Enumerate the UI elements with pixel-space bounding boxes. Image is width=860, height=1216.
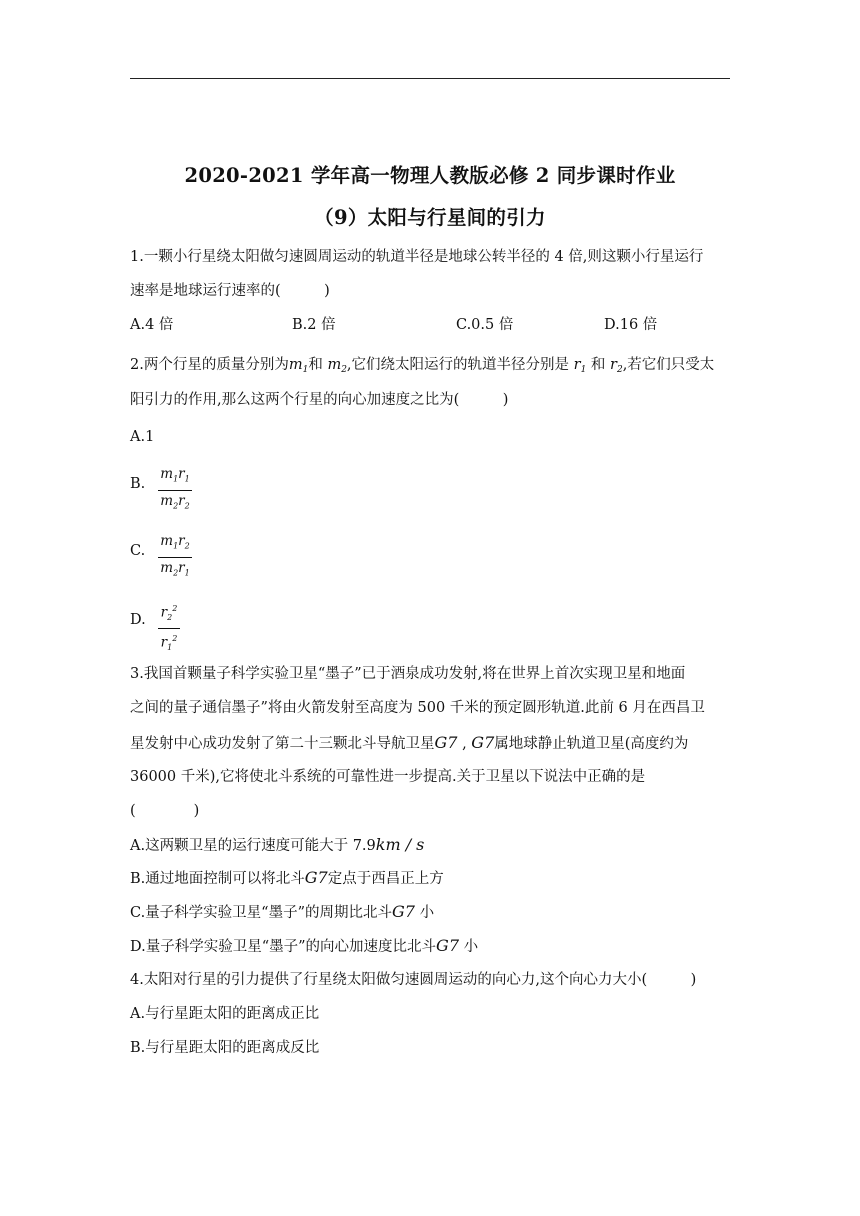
q2-option-b-label: B. bbox=[130, 476, 146, 492]
q1-option-b: B.2 倍 bbox=[292, 317, 336, 333]
q2-option-c-label: C. bbox=[130, 543, 146, 559]
q1-option-a: A.4 倍 bbox=[130, 317, 174, 333]
q1-option-d: D.16 倍 bbox=[604, 317, 658, 333]
page-subtitle: （9）太阳与行星间的引力 bbox=[314, 206, 546, 229]
q2-option-b-fraction: $\frac{m_1r_1}{m_2r_2}$ bbox=[158, 466, 192, 514]
q1-stem-line2: 速率是地球运行速率的( ) bbox=[130, 283, 330, 299]
q3-stem-line2: 之间的量子通信墨子”将由火箭发射至高度为 500 千米的预定圆形轨道.此前 6 月在西昌卫 bbox=[130, 700, 705, 716]
q2-option-d-label: D. bbox=[130, 612, 146, 628]
header-rule bbox=[130, 78, 730, 79]
q3-option-a: A.这两颗卫星的运行速度可能大于 7.9km / s bbox=[130, 835, 425, 854]
q1-option-c: C.0.5 倍 bbox=[456, 317, 514, 333]
q3-stem-line5: ( ) bbox=[130, 803, 200, 819]
q3-stem-line1: 3.我国首颗量子科学实验卫星“墨子”已于酒泉成功发射,将在世界上首次实现卫星和地面 bbox=[130, 666, 686, 682]
q3-option-d: D.量子科学实验卫星“墨子”的向心加速度比北斗G7 小 bbox=[130, 936, 479, 955]
q2-stem-line1: 2.两个行星的质量分别为$m_1$和 $m_2$,它们绕太阳运行的轨道半径分别是 $r_1$ 和 $r_2$,若它们只受太 bbox=[130, 357, 715, 375]
q4-option-a: A.与行星距太阳的距离成正比 bbox=[130, 1006, 320, 1022]
q3-option-c: C.量子科学实验卫星“墨子”的周期比北斗G7 小 bbox=[130, 902, 435, 921]
q3-option-b: B.通过地面控制可以将北斗G7定点于西昌正上方 bbox=[130, 868, 444, 887]
page-title: 2020-2021 学年高一物理人教版必修 2 同步课时作业 bbox=[184, 164, 676, 187]
q1-stem-line1: 1.一颗小行星绕太阳做匀速圆周运动的轨道半径是地球公转半径的 4 倍,则这颗小行星运行 bbox=[130, 249, 704, 265]
q2-option-c-fraction: $\frac{m_1r_2}{m_2r_1}$ bbox=[158, 533, 192, 581]
q2-option-d-fraction: $\frac{r_2^2}{r_1^2}$ bbox=[158, 601, 180, 656]
q2-stem-line2: 阳引力的作用,那么这两个行星的向心加速度之比为( ) bbox=[130, 392, 509, 408]
q2-option-a: A.1 bbox=[130, 429, 155, 445]
q4-option-b: B.与行星距太阳的距离成反比 bbox=[130, 1040, 320, 1056]
q3-stem-line3: 星发射中心成功发射了第二十三颗北斗导航卫星G7 , G7属地球静止轨道卫星(高度约为 bbox=[130, 733, 689, 752]
q4-stem-line1: 4.太阳对行星的引力提供了行星绕太阳做匀速圆周运动的向心力,这个向心力大小( ) bbox=[130, 972, 697, 988]
q3-stem-line4: 36000 千米),它将使北斗系统的可靠性进一步提高.关于卫星以下说法中正确的是 bbox=[130, 769, 646, 785]
